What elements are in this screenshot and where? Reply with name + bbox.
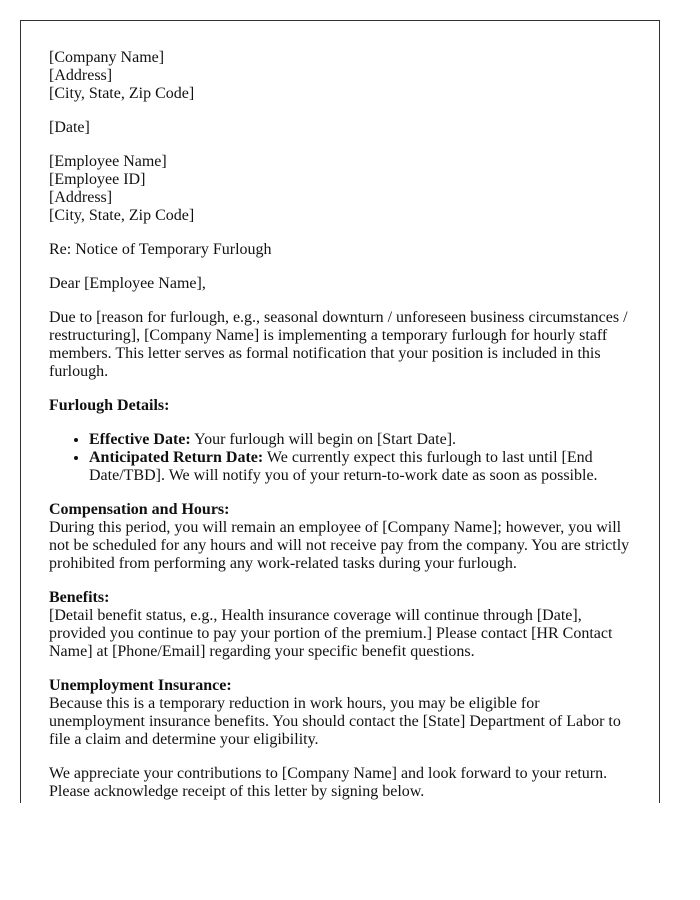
list-item-effective-date xyxy=(89,431,639,449)
closing-paragraph: We appreciate your contributions to [Company Name] and look forward to your return. Please acknowledge receipt of this letter by signing below. xyxy=(49,765,608,800)
recipient-city-state-zip: [City, State, Zip Code] xyxy=(49,207,195,224)
sender-company-name: [Company Name] xyxy=(49,49,165,66)
furlough-details-section xyxy=(49,397,639,485)
recipient-address: [Address] xyxy=(49,189,113,206)
furlough-details-list xyxy=(49,431,639,485)
letter-salutation: Dear [Employee Name], xyxy=(49,275,206,292)
compensation-heading: Compensation and Hours: xyxy=(49,501,230,518)
benefits-heading: Benefits: xyxy=(49,589,110,606)
benefits-section xyxy=(49,589,639,661)
recipient-employee-name: [Employee Name] xyxy=(49,153,167,170)
sender-address-block xyxy=(49,49,639,103)
effective-date-label: Effective Date: xyxy=(89,431,191,448)
recipient-address-block xyxy=(49,153,639,225)
unemployment-heading: Unemployment Insurance: xyxy=(49,677,232,694)
letter-body xyxy=(49,49,639,803)
sender-address: [Address] xyxy=(49,67,113,84)
letter-date: [Date] xyxy=(49,119,90,136)
unemployment-body: Because this is a temporary reduction in work hours, you may be eligible for unemployment insurance benefits. You should contact the [State] Department of Labor to file a claim and determine your eligibility. xyxy=(49,695,621,748)
compensation-body: During this period, you will remain an employee of [Company Name]; however, you will not be scheduled for any hours and will not receive pay from the company. You are strictly prohibited from performing any work-related tasks during your furlough. xyxy=(49,519,630,572)
letter-subject: Re: Notice of Temporary Furlough xyxy=(49,241,272,258)
unemployment-section xyxy=(49,677,639,749)
benefits-body: [Detail benefit status, e.g., Health insurance coverage will continue through [Date], provided you continue to pay your portion of the premium.] Please contact [HR Contact Name] at [Phone/Email] regarding your specific benefit questions. xyxy=(49,607,613,660)
list-item-return-date xyxy=(89,449,639,485)
intro-paragraph: Due to [reason for furlough, e.g., seasonal downturn / unforeseen business circumstances / restructuring], [Company Name] is implementing a temporary furlough for hourly staff members. This letter serves as formal notification that your position is included in this furlough. xyxy=(49,309,628,380)
return-date-text: We currently expect this furlough to last until [End Date/TBD]. We will notify you of your return-to-work date as soon as possible. xyxy=(89,449,598,484)
compensation-section xyxy=(49,501,639,573)
return-date-label: Anticipated Return Date: xyxy=(89,449,264,466)
recipient-employee-id: [Employee ID] xyxy=(49,171,146,188)
effective-date-text: Your furlough will begin on [Start Date]. xyxy=(190,431,457,448)
furlough-details-heading: Furlough Details: xyxy=(49,397,170,414)
letter-page xyxy=(20,20,660,803)
sender-city-state-zip: [City, State, Zip Code] xyxy=(49,85,195,102)
